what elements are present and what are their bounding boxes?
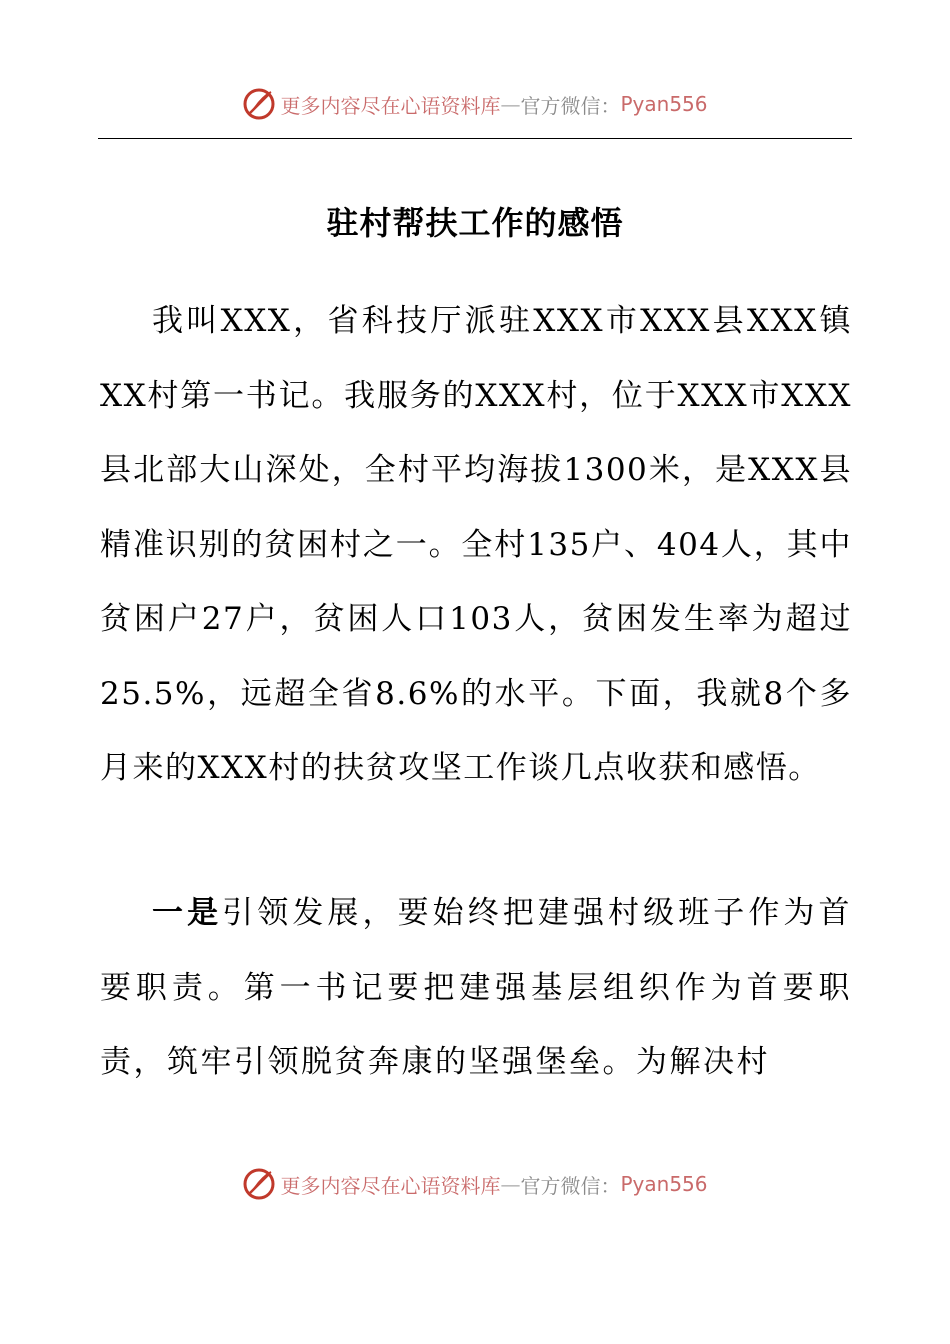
footer-watermark [0, 1164, 950, 1204]
watermark-separator: — [500, 92, 521, 116]
watermark-text: 更多内容尽在心语资料库 [280, 1173, 501, 1198]
document-title: 驻村帮扶工作的感悟 [326, 204, 624, 242]
header-watermark [0, 84, 950, 124]
watermark-text: 更多内容尽在心语资料库 [280, 93, 501, 118]
watermark-label: 官方微信： [520, 1173, 621, 1198]
quill-logo-icon [242, 1167, 276, 1201]
paragraph-intro-text: 我叫XXX，省科技厅派驻XXX市XXX县XXX镇XX村第一书记。我服务的XXX村，位于XXX市XXX县北部大山深处，全村平均海拔1300米，是XXX县精准识别的贫困村之一。全村135户、404人，其中贫困户27户，贫困人口103人，贫困发生率为超过25.5%，远超全省8.6%的水平。下面，我就8个多月来的XXX村的扶贫攻坚工作谈几点收获和感悟。 [100, 303, 852, 786]
paragraph-point-one-text: 引领发展，要始终把建强村级班子作为首要职责。第一书记要把建强基层组织作为首要职责，筑牢引领脱贫奔康的坚强堡垒。为解决村 [100, 895, 853, 1080]
watermark-wechat-id: Pyan556 [620, 92, 708, 116]
watermark-separator: — [500, 1172, 521, 1196]
paragraph-lead: 一是 [152, 895, 223, 931]
quill-logo-icon [242, 87, 276, 121]
header-divider [98, 138, 852, 139]
paragraph-intro [100, 284, 852, 806]
watermark-wechat-id: Pyan556 [620, 1172, 708, 1196]
paragraph-point-one [100, 876, 852, 1100]
watermark-label: 官方微信： [520, 93, 621, 118]
